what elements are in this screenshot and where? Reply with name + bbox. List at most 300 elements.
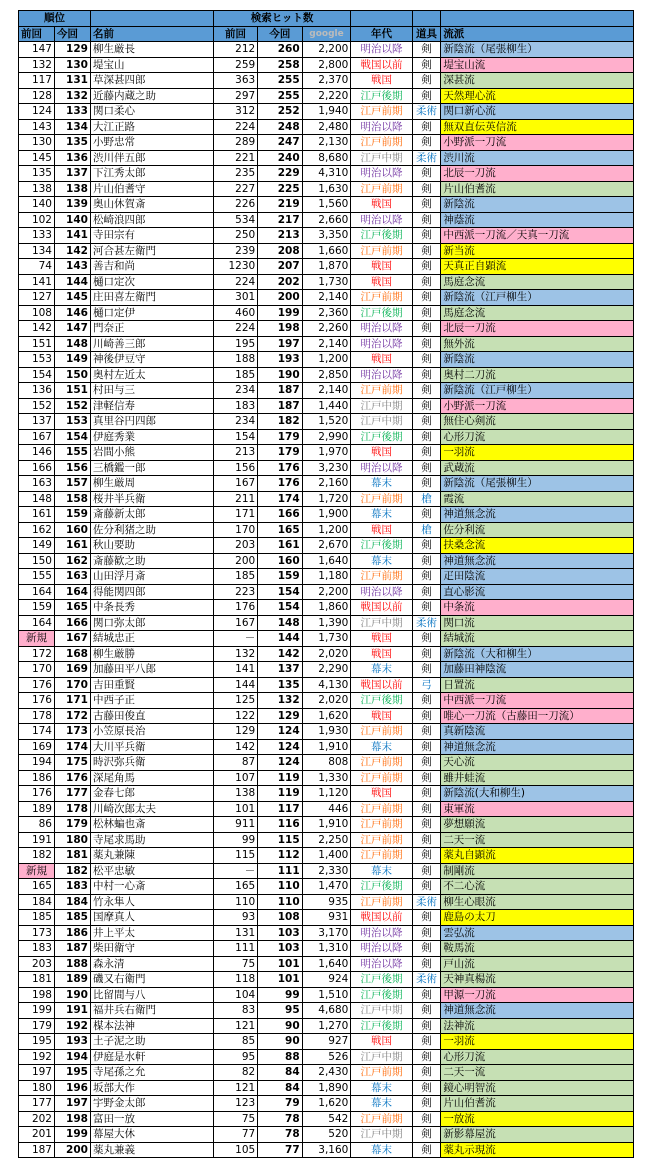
- school-cell: 薬丸自顕流: [441, 848, 634, 864]
- prev-rank-cell: 176: [19, 693, 55, 709]
- prev-rank-cell: 187: [19, 1142, 55, 1158]
- current-rank-cell: 159: [54, 507, 90, 523]
- prev-rank-cell: 179: [19, 1018, 55, 1034]
- person-name-cell: 森永清: [90, 956, 213, 972]
- google-hits-cell: 2,140: [302, 290, 351, 306]
- school-cell: 片山伯耆流: [441, 181, 634, 197]
- person-name-cell: 河合甚左衛門: [90, 243, 213, 259]
- era-cell: 江戸前期: [351, 181, 412, 197]
- tool-cell: 剣: [412, 135, 441, 151]
- table-row: [19, 104, 634, 120]
- era-cell: 明治以降: [351, 460, 412, 476]
- google-hits-cell: 4,680: [302, 1003, 351, 1019]
- prev-rank-cell: 108: [19, 305, 55, 321]
- table-row: [19, 1065, 634, 1081]
- person-name-cell: 津軽信寿: [90, 398, 213, 414]
- school-cell: 心形刀流: [441, 1049, 634, 1065]
- prev-rank-cell: 167: [19, 429, 55, 445]
- prev-hits-cell: 188: [213, 352, 257, 368]
- prev-rank-cell: 169: [19, 739, 55, 755]
- school-cell: 一羽流: [441, 445, 634, 461]
- prev-hits-cell: 156: [213, 460, 257, 476]
- era-cell: 江戸前期: [351, 104, 412, 120]
- google-hits-cell: 1,510: [302, 987, 351, 1003]
- prev-rank-cell: 199: [19, 1003, 55, 1019]
- table-row: [19, 1111, 634, 1127]
- person-name-cell: 古藤田俊直: [90, 708, 213, 724]
- person-name-cell: 坂部大作: [90, 1080, 213, 1096]
- school-cell: 新陰流(大和柳生): [441, 786, 634, 802]
- google-hits-cell: 1,720: [302, 491, 351, 507]
- tool-cell: 剣: [412, 228, 441, 244]
- tool-cell: 剣: [412, 476, 441, 492]
- current-hits-header: 今回: [258, 26, 302, 42]
- table-row: [19, 88, 634, 104]
- school-cell: 霞流: [441, 491, 634, 507]
- tool-cell: 剣: [412, 600, 441, 616]
- tool-cell: 剣: [412, 910, 441, 926]
- prev-hits-cell: 167: [213, 615, 257, 631]
- tool-cell: 剣: [412, 739, 441, 755]
- table-row: [19, 910, 634, 926]
- current-rank-cell: 191: [54, 1003, 90, 1019]
- era-cell: 幕末: [351, 476, 412, 492]
- era-cell: 江戸中期: [351, 615, 412, 631]
- school-cell: 渋川流: [441, 150, 634, 166]
- school-cell: 馬庭念流: [441, 305, 634, 321]
- tool-cell: 剣: [412, 708, 441, 724]
- current-rank-cell: 198: [54, 1111, 90, 1127]
- era-cell: 江戸前期: [351, 135, 412, 151]
- blank-header: [90, 11, 213, 27]
- era-cell: 幕末: [351, 553, 412, 569]
- school-cell: 新陰流（江戸柳生）: [441, 290, 634, 306]
- current-rank-cell: 133: [54, 104, 90, 120]
- table-row: [19, 677, 634, 693]
- prev-hits-cell: 234: [213, 383, 257, 399]
- google-hits-cell: 1,860: [302, 600, 351, 616]
- current-hits-cell: 103: [258, 925, 302, 941]
- era-cell: 明治以降: [351, 166, 412, 182]
- table-row: [19, 739, 634, 755]
- era-cell: 戦国: [351, 352, 412, 368]
- current-hits-cell: 202: [258, 274, 302, 290]
- current-hits-cell: 160: [258, 553, 302, 569]
- current-hits-cell: 248: [258, 119, 302, 135]
- school-cell: 北辰一刀流: [441, 166, 634, 182]
- school-cell: 神道無念流: [441, 1003, 634, 1019]
- person-name-cell: 小野忠常: [90, 135, 213, 151]
- person-name-cell: 庄田喜左衛門: [90, 290, 213, 306]
- school-cell: 新陰流: [441, 352, 634, 368]
- current-rank-cell: 139: [54, 197, 90, 213]
- google-hits-cell: 2,290: [302, 662, 351, 678]
- prev-rank-cell: 203: [19, 956, 55, 972]
- current-hits-cell: 255: [258, 73, 302, 89]
- tool-cell: 剣: [412, 631, 441, 647]
- current-hits-cell: 154: [258, 600, 302, 616]
- school-cell: 馬庭念流: [441, 274, 634, 290]
- current-hits-cell: 179: [258, 445, 302, 461]
- prev-hits-cell: 87: [213, 755, 257, 771]
- person-name-cell: 岩間小熊: [90, 445, 213, 461]
- google-hits-cell: 1,390: [302, 615, 351, 631]
- prev-hits-cell: 226: [213, 197, 257, 213]
- current-rank-cell: 130: [54, 57, 90, 73]
- person-name-cell: 松平忠敏: [90, 863, 213, 879]
- school-cell: 天神真楊流: [441, 972, 634, 988]
- era-cell: 江戸前期: [351, 801, 412, 817]
- era-cell: 江戸前期: [351, 1065, 412, 1081]
- prev-rank-cell: 173: [19, 925, 55, 941]
- prev-hits-cell: 129: [213, 724, 257, 740]
- school-cell: 中条流: [441, 600, 634, 616]
- current-hits-cell: 78: [258, 1127, 302, 1143]
- tool-cell: 剣: [412, 1142, 441, 1158]
- prev-hits-cell: 195: [213, 336, 257, 352]
- prev-rank-cell: 136: [19, 383, 55, 399]
- current-hits-cell: 176: [258, 476, 302, 492]
- current-rank-cell: 162: [54, 553, 90, 569]
- google-hits-cell: 1,470: [302, 879, 351, 895]
- google-hits-cell: 1,400: [302, 848, 351, 864]
- person-name-cell: 金春七郎: [90, 786, 213, 802]
- table-row: [19, 584, 634, 600]
- prev-hits-cell: 165: [213, 879, 257, 895]
- prev-rank-cell: 182: [19, 848, 55, 864]
- current-hits-cell: 161: [258, 538, 302, 554]
- school-cell: 夢想願流: [441, 817, 634, 833]
- current-rank-cell: 140: [54, 212, 90, 228]
- google-hits-cell: 1,970: [302, 445, 351, 461]
- google-hits-cell: 542: [302, 1111, 351, 1127]
- tool-cell: 剣: [412, 1003, 441, 1019]
- current-hits-cell: 124: [258, 739, 302, 755]
- prev-hits-cell: 101: [213, 801, 257, 817]
- era-cell: 明治以降: [351, 367, 412, 383]
- google-hits-cell: 1,620: [302, 1096, 351, 1112]
- prev-hits-cell: 99: [213, 832, 257, 848]
- current-hits-cell: 182: [258, 414, 302, 430]
- current-hits-cell: 129: [258, 708, 302, 724]
- google-hits-cell: 1,930: [302, 724, 351, 740]
- google-hits-cell: 2,140: [302, 336, 351, 352]
- era-cell: 幕末: [351, 662, 412, 678]
- current-rank-cell: 144: [54, 274, 90, 290]
- prev-rank-cell: 74: [19, 259, 55, 275]
- prev-hits-cell: 144: [213, 677, 257, 693]
- era-cell: 江戸後期: [351, 693, 412, 709]
- table-row: [19, 755, 634, 771]
- prev-hits-cell: 83: [213, 1003, 257, 1019]
- current-rank-cell: 167: [54, 631, 90, 647]
- prev-rank-cell: 135: [19, 166, 55, 182]
- tool-cell: 剣: [412, 786, 441, 802]
- tool-cell: 剣: [412, 956, 441, 972]
- google-hits-cell: 1,330: [302, 770, 351, 786]
- prev-hits-cell: 141: [213, 662, 257, 678]
- person-name-cell: 川崎次郎太夫: [90, 801, 213, 817]
- google-hits-cell: 3,160: [302, 1142, 351, 1158]
- school-cell: 無住心剣流: [441, 414, 634, 430]
- tool-cell: 剣: [412, 73, 441, 89]
- era-cell: 明治以降: [351, 956, 412, 972]
- school-cell: 堤宝山流: [441, 57, 634, 73]
- google-hits-cell: 1,910: [302, 817, 351, 833]
- current-rank-cell: 143: [54, 259, 90, 275]
- google-hits-cell: 935: [302, 894, 351, 910]
- current-rank-cell: 145: [54, 290, 90, 306]
- current-hits-cell: 95: [258, 1003, 302, 1019]
- prev-hits-cell: 75: [213, 1111, 257, 1127]
- tool-cell: 剣: [412, 553, 441, 569]
- person-name-cell: 寺田宗有: [90, 228, 213, 244]
- tool-cell: 剣: [412, 755, 441, 771]
- person-name-cell: 斎藤歓之助: [90, 553, 213, 569]
- school-cell: 不二心流: [441, 879, 634, 895]
- prev-hits-cell: 312: [213, 104, 257, 120]
- prev-rank-cell: 134: [19, 243, 55, 259]
- tool-cell: 剣: [412, 290, 441, 306]
- table-row: [19, 708, 634, 724]
- school-cell: 一羽流: [441, 1034, 634, 1050]
- google-hits-cell: 1,730: [302, 631, 351, 647]
- era-cell: 江戸後期: [351, 538, 412, 554]
- tool-cell: 剣: [412, 662, 441, 678]
- tool-cell: 柔術: [412, 150, 441, 166]
- person-name-cell: 寺尾求馬助: [90, 832, 213, 848]
- school-cell: 疋田陰流: [441, 569, 634, 585]
- school-cell: 小野派一刀流: [441, 135, 634, 151]
- tool-cell: 剣: [412, 584, 441, 600]
- school-cell: 東軍流: [441, 801, 634, 817]
- person-name-cell: 草深甚四郎: [90, 73, 213, 89]
- prev-rank-cell: 192: [19, 1049, 55, 1065]
- person-name-cell: 村田与三: [90, 383, 213, 399]
- current-rank-cell: 174: [54, 739, 90, 755]
- current-rank-cell: 153: [54, 414, 90, 430]
- tool-cell: 剣: [412, 569, 441, 585]
- current-rank-cell: 155: [54, 445, 90, 461]
- table-row: [19, 925, 634, 941]
- table-row: [19, 414, 634, 430]
- tool-cell: 剣: [412, 243, 441, 259]
- tool-cell: 剣: [412, 259, 441, 275]
- era-cell: 江戸前期: [351, 894, 412, 910]
- ranking-table: [18, 10, 634, 1158]
- current-rank-cell: 150: [54, 367, 90, 383]
- current-hits-cell: 260: [258, 42, 302, 58]
- prev-hits-cell: 250: [213, 228, 257, 244]
- google-hits-cell: 1,180: [302, 569, 351, 585]
- prev-hits-cell: 213: [213, 445, 257, 461]
- table-row: [19, 894, 634, 910]
- prev-rank-cell: 159: [19, 600, 55, 616]
- person-name-cell: 柳生厳勝: [90, 646, 213, 662]
- school-header: 流派: [441, 26, 634, 42]
- school-cell: 二天一流: [441, 1065, 634, 1081]
- person-name-cell: 寺尾孫之允: [90, 1065, 213, 1081]
- table-row: [19, 770, 634, 786]
- current-rank-cell: 178: [54, 801, 90, 817]
- current-rank-cell: 137: [54, 166, 90, 182]
- prev-hits-cell: －: [213, 863, 257, 879]
- person-name-cell: 柳生厳長: [90, 42, 213, 58]
- table-row: [19, 274, 634, 290]
- current-hits-cell: 84: [258, 1065, 302, 1081]
- current-hits-cell: 119: [258, 770, 302, 786]
- school-cell: 新当流: [441, 243, 634, 259]
- prev-hits-cell: 123: [213, 1096, 257, 1112]
- google-hits-cell: 1,520: [302, 414, 351, 430]
- current-hits-cell: 174: [258, 491, 302, 507]
- prev-hits-cell: 224: [213, 119, 257, 135]
- person-name-cell: 加藤田平八郎: [90, 662, 213, 678]
- prev-rank-cell: 117: [19, 73, 55, 89]
- current-hits-cell: 247: [258, 135, 302, 151]
- prev-hits-cell: 224: [213, 274, 257, 290]
- era-cell: 江戸後期: [351, 429, 412, 445]
- tool-cell: 剣: [412, 305, 441, 321]
- person-name-cell: 竹永隼人: [90, 894, 213, 910]
- current-rank-cell: 152: [54, 398, 90, 414]
- current-hits-cell: 103: [258, 941, 302, 957]
- table-row: [19, 801, 634, 817]
- school-cell: 加藤田神陰流: [441, 662, 634, 678]
- tool-cell: 剣: [412, 321, 441, 337]
- google-hits-cell: 2,260: [302, 321, 351, 337]
- prev-hits-cell: 289: [213, 135, 257, 151]
- school-cell: 雲弘流: [441, 925, 634, 941]
- table-row: [19, 73, 634, 89]
- google-hits-cell: 1,620: [302, 708, 351, 724]
- current-rank-cell: 136: [54, 150, 90, 166]
- prev-hits-cell: 95: [213, 1049, 257, 1065]
- current-rank-cell: 193: [54, 1034, 90, 1050]
- google-hits-cell: 808: [302, 755, 351, 771]
- person-name-cell: 斎藤新太郎: [90, 507, 213, 523]
- era-cell: 幕末: [351, 1142, 412, 1158]
- prev-rank-cell: 164: [19, 584, 55, 600]
- table-row: [19, 42, 634, 58]
- google-hits-cell: 520: [302, 1127, 351, 1143]
- current-rank-cell: 194: [54, 1049, 90, 1065]
- prev-rank-cell: 165: [19, 879, 55, 895]
- tool-cell: 剣: [412, 88, 441, 104]
- rank-header: 順位: [19, 11, 91, 27]
- current-hits-cell: 90: [258, 1034, 302, 1050]
- era-cell: 江戸後期: [351, 1018, 412, 1034]
- person-name-cell: 井上平太: [90, 925, 213, 941]
- era-cell: 江戸後期: [351, 305, 412, 321]
- table-row: [19, 336, 634, 352]
- school-cell: 新陰流（尾張柳生）: [441, 476, 634, 492]
- prev-rank-cell: 202: [19, 1111, 55, 1127]
- prev-hits-cell: 111: [213, 941, 257, 957]
- tool-cell: 剣: [412, 801, 441, 817]
- prev-hits-cell: 227: [213, 181, 257, 197]
- google-hits-cell: 927: [302, 1034, 351, 1050]
- prev-hits-cell: 212: [213, 42, 257, 58]
- google-hits-cell: 1,120: [302, 786, 351, 802]
- tool-cell: 剣: [412, 336, 441, 352]
- current-rank-cell: 142: [54, 243, 90, 259]
- current-rank-cell: 169: [54, 662, 90, 678]
- current-hits-cell: 217: [258, 212, 302, 228]
- prev-hits-cell: 170: [213, 522, 257, 538]
- prev-hits-cell: 167: [213, 476, 257, 492]
- current-rank-cell: 151: [54, 383, 90, 399]
- tool-cell: 槍: [412, 491, 441, 507]
- school-cell: 甲源一刀流: [441, 987, 634, 1003]
- school-cell: 戸山流: [441, 956, 634, 972]
- tool-cell: 剣: [412, 197, 441, 213]
- prev-hits-cell: 203: [213, 538, 257, 554]
- person-name-cell: 片山伯耆守: [90, 181, 213, 197]
- school-cell: 鏡心明智流: [441, 1080, 634, 1096]
- prev-hits-cell: 132: [213, 646, 257, 662]
- school-cell: 中西派一刀流: [441, 693, 634, 709]
- current-rank-cell: 149: [54, 352, 90, 368]
- table-row: [19, 863, 634, 879]
- prev-rank-cell: 124: [19, 104, 55, 120]
- prev-hits-cell: 235: [213, 166, 257, 182]
- google-hits-cell: 3,170: [302, 925, 351, 941]
- era-cell: 江戸前期: [351, 724, 412, 740]
- person-name-cell: 幕屋大休: [90, 1127, 213, 1143]
- current-hits-cell: 110: [258, 879, 302, 895]
- google-hits-cell: 2,660: [302, 212, 351, 228]
- person-name-cell: 三橋鑑一郎: [90, 460, 213, 476]
- current-hits-cell: 78: [258, 1111, 302, 1127]
- era-cell: 幕末: [351, 507, 412, 523]
- prev-rank-cell: 183: [19, 941, 55, 957]
- person-name-cell: 関口柔心: [90, 104, 213, 120]
- prev-rank-cell: 新規: [19, 631, 55, 647]
- ranking-sheet: [18, 10, 634, 1158]
- prev-hits-cell: 121: [213, 1018, 257, 1034]
- current-rank-cell: 134: [54, 119, 90, 135]
- era-cell: 江戸前期: [351, 290, 412, 306]
- tool-cell: 剣: [412, 1049, 441, 1065]
- google-hits-cell: 1,200: [302, 522, 351, 538]
- tool-cell: 剣: [412, 863, 441, 879]
- era-cell: 江戸前期: [351, 569, 412, 585]
- table-row: [19, 460, 634, 476]
- google-hits-cell: 1,310: [302, 941, 351, 957]
- era-cell: 明治以降: [351, 42, 412, 58]
- tool-cell: 柔術: [412, 894, 441, 910]
- school-cell: 北辰一刀流: [441, 321, 634, 337]
- tool-cell: 剣: [412, 848, 441, 864]
- table-row: [19, 476, 634, 492]
- tool-cell: 剣: [412, 693, 441, 709]
- google-hits-cell: 2,140: [302, 383, 351, 399]
- google-hits-cell: 1,660: [302, 243, 351, 259]
- prev-hits-cell: 142: [213, 739, 257, 755]
- google-hits-cell: 1,910: [302, 739, 351, 755]
- school-cell: 二天一流: [441, 832, 634, 848]
- school-cell: 新陰流（江戸柳生）: [441, 383, 634, 399]
- current-rank-cell: 157: [54, 476, 90, 492]
- prev-hits-cell: 75: [213, 956, 257, 972]
- prev-hits-cell: 104: [213, 987, 257, 1003]
- blank-header-4: [441, 11, 634, 27]
- prev-hits-cell: 1230: [213, 259, 257, 275]
- prev-rank-cell: 163: [19, 476, 55, 492]
- prev-hits-cell: 77: [213, 1127, 257, 1143]
- current-rank-cell: 183: [54, 879, 90, 895]
